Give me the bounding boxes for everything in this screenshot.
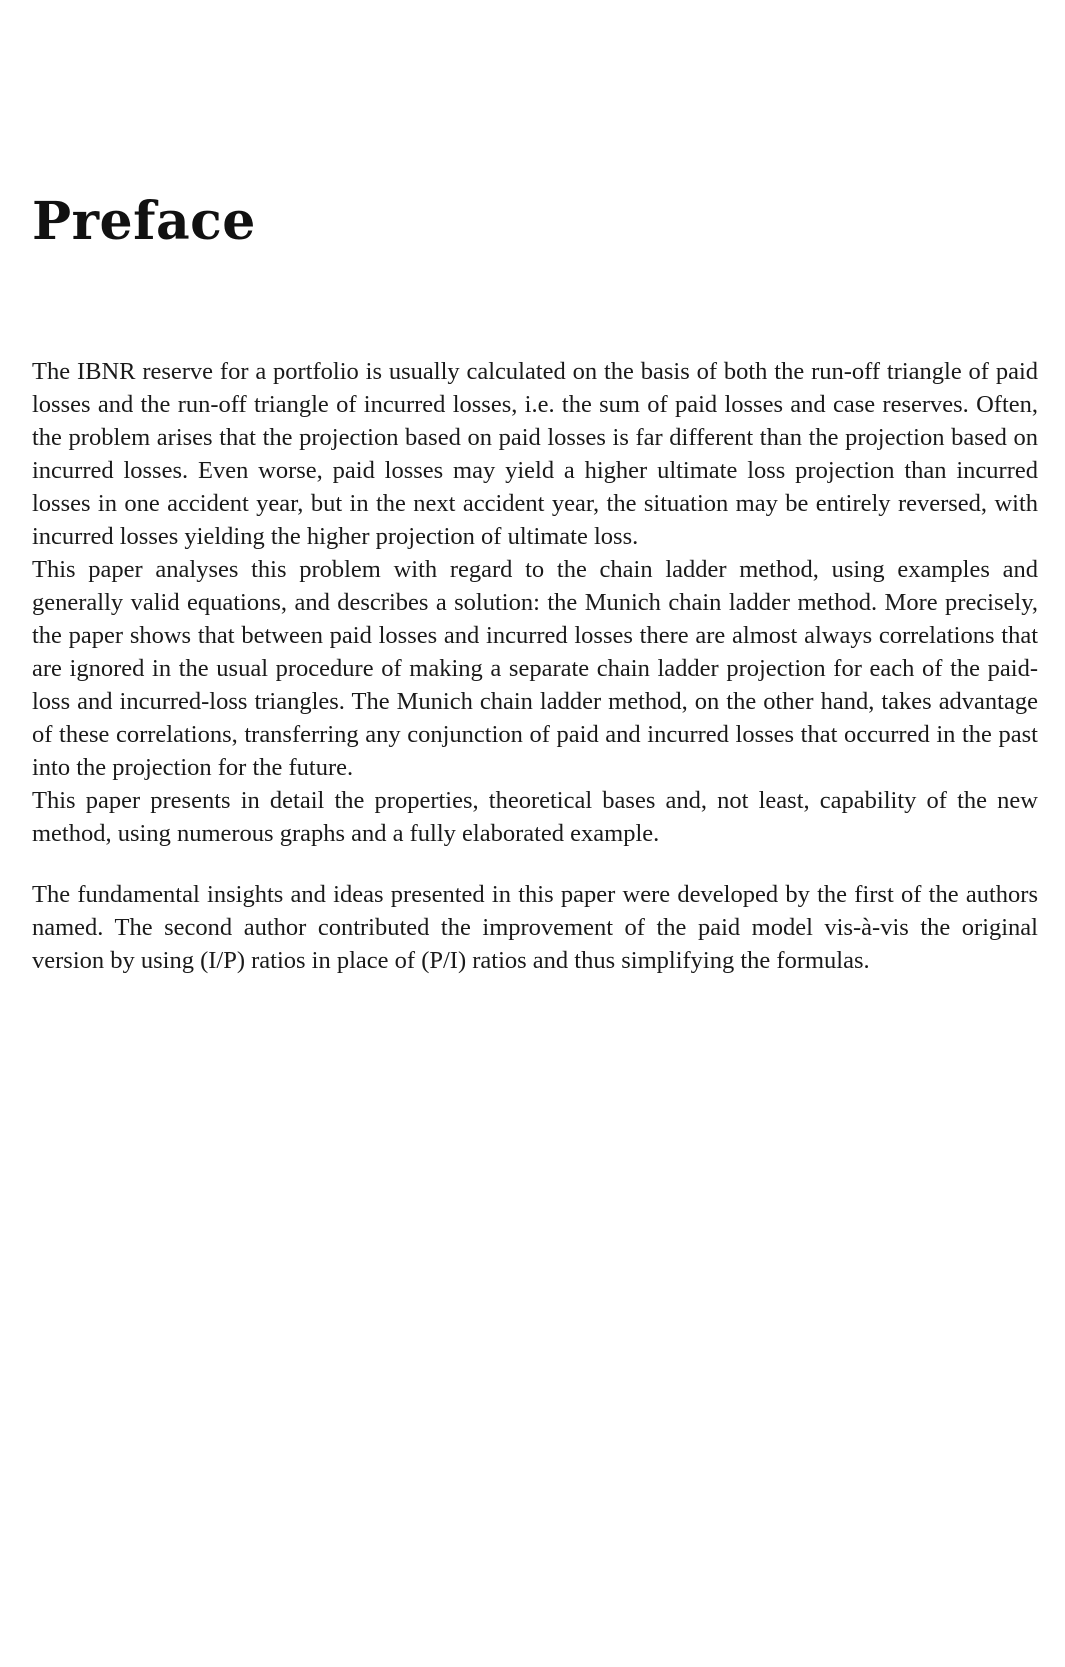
paragraph-munich-chain-ladder: This paper analyses this problem with regard to the chain ladder method, using examples and generally valid equations, and describes a solution: the Munich chain ladder method. More precisely, the paper shows that between paid losses and incurred losses there are almost always correlations that are ignored in the usual procedure of making a separate chain ladder projection for each of the paid-loss and incurred-loss triangles. The Munich chain ladder method, on the other hand, takes advantage of these correlations, transferring any conjunction of paid and incurred losses that occurred in the past into the projection for the future. <box>32 556 1038 781</box>
preface-body <box>32 355 1038 977</box>
paragraph-ibnr-problem: The IBNR reserve for a portfolio is usually calculated on the basis of both the run-off triangle of paid losses and the run-off triangle of incurred losses, i.e. the sum of paid losses and case reserves. Often, the problem arises that the projection based on paid losses is far different than the projection based on incurred losses. Even worse, paid losses may yield a higher ultimate loss projection than incurred losses in one accident year, but in the next accident year, the situation may be entirely reversed, with incurred losses yielding the higher projection of ultimate loss. <box>32 358 1038 550</box>
chapter-title: Preface <box>32 191 256 252</box>
paragraph-authors: The fundamental insights and ideas presented in this paper were developed by the first of the authors named. The second author contributed the improvement of the paid model vis-à-vis the original version by using (I/P) ratios in place of (P/I) ratios and thus simplifying the formulas. <box>32 881 1038 974</box>
paragraph-properties: This paper presents in detail the properties, theoretical bases and, not least, capability of the new method, using numerous graphs and a fully elaborated example. <box>32 787 1038 847</box>
